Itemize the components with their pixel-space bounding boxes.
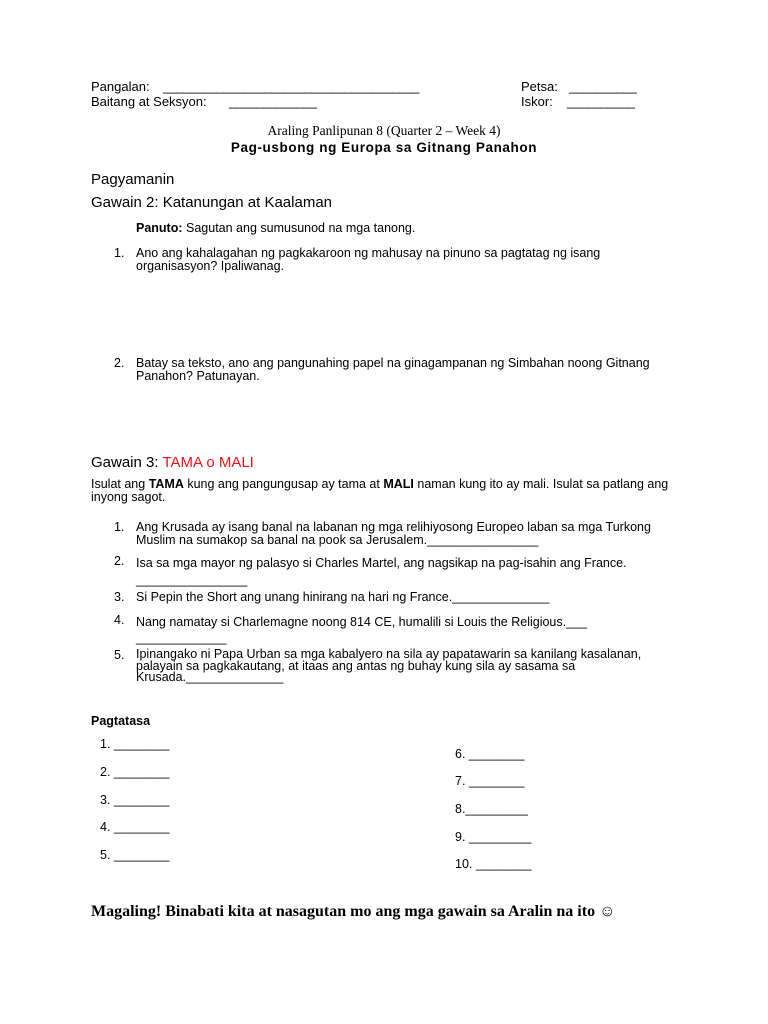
- question-text: Batay sa teksto, ano ang pangunahing papel na ginagampanan ng Simbahan noong Gitnang Panahon? Patunayan.: [136, 356, 650, 383]
- answer-blank[interactable]: 5. ________: [100, 848, 170, 862]
- answer-blank[interactable]: 8._________: [455, 802, 528, 816]
- answer-blank[interactable]: 7. ________: [455, 774, 525, 788]
- answer-blank[interactable]: 6. ________: [455, 747, 525, 761]
- question-number: 1.: [114, 246, 125, 260]
- date-label: Petsa:: [521, 79, 558, 94]
- gawain3-title-prefix: Gawain 3:: [91, 454, 163, 471]
- answer-blank[interactable]: 9. _________: [455, 830, 532, 844]
- item-text[interactable]: Ipinangako ni Papa Urban sa mga kabalyero na sila ay papatawarin sa kanilang kasalanan, palayain sa pagkakautang, at itaas ang antas ng buhay kung sila ay sasama sa Krusada.______________: [136, 647, 642, 684]
- section-label: Baitang at Seksyon:: [91, 94, 207, 109]
- subject-line: Araling Panlipunan 8 (Quarter 2 – Week 4): [267, 123, 501, 138]
- question-number: 2.: [114, 356, 125, 370]
- item-text[interactable]: Ang Krusada ay isang banal na labanan ng mga relihiyosong Europeo laban sa mga Turkong Muslim na sumakop sa banal na pook sa Jerusalem.________________: [136, 520, 651, 547]
- lesson-title: Pag-usbong ng Europa sa Gitnang Panahon: [230, 140, 538, 155]
- item-text[interactable]: Si Pepin the Short ang unang hinirang na hari ng France.______________: [136, 590, 550, 604]
- answer-blank[interactable]: 2. ________: [100, 765, 170, 779]
- item-number: 3.: [114, 590, 125, 604]
- instr-part: Isulat ang: [91, 477, 149, 491]
- instr-mali: MALI: [383, 477, 414, 491]
- instr-part: naman kung ito ay mali. Isulat sa patlang ang inyong sagot.: [91, 477, 669, 504]
- answer-blank[interactable]: 4. ________: [100, 820, 170, 834]
- gawain2-title: Gawain 2: Katanungan at Kaalaman: [91, 194, 333, 211]
- score-label: Iskor:: [521, 94, 553, 109]
- pagtatasa-title: Pagtatasa: [91, 714, 151, 728]
- name-label: Pangalan:: [91, 79, 150, 94]
- item-number: 5.: [114, 648, 125, 662]
- item-text[interactable]: Isa sa mga mayor ng palasyo si Charles Martel, ang nagsikap na pag-isahin ang France. ________________: [136, 556, 627, 587]
- item-number: 1.: [114, 520, 125, 534]
- gawain3-title: [91, 454, 254, 471]
- answer-blank[interactable]: 3. ________: [100, 793, 170, 807]
- date-field[interactable]: __________: [569, 79, 637, 94]
- answer-blank[interactable]: 10. ________: [455, 857, 532, 871]
- item-text[interactable]: Nang namatay si Charlemagne noong 814 CE, humalili si Louis the Religious.___ _____________: [136, 615, 587, 645]
- name-field[interactable]: ______________________________________: [163, 79, 419, 94]
- section-heading: Pagyamanin: [91, 171, 175, 188]
- item-number: 4.: [114, 613, 125, 627]
- instr-tama: TAMA: [148, 477, 184, 491]
- answer-blank[interactable]: 1. ________: [100, 737, 170, 751]
- gawain3-instructions: [91, 478, 671, 504]
- score-field[interactable]: __________: [567, 94, 635, 109]
- panuto: [136, 221, 415, 235]
- question-text: Ano ang kahalagahan ng pagkakaroon ng mahusay na pinuno sa pagtatag ng isang organisasyon? Ipaliwanag.: [136, 246, 601, 273]
- instr-part: kung ang pangungusap ay tama at: [183, 477, 384, 491]
- gawain3-title-highlight: TAMA o MALI: [162, 454, 254, 471]
- closing-message: Magaling! Binabati kita at nasagutan mo ang mga gawain sa Aralin na ito ☺: [91, 903, 616, 920]
- panuto-label: Panuto:: [136, 221, 183, 235]
- item-number: 2.: [114, 554, 125, 568]
- section-field[interactable]: _____________: [229, 94, 317, 109]
- panuto-text: Sagutan ang sumusunod na mga tanong.: [182, 221, 416, 235]
